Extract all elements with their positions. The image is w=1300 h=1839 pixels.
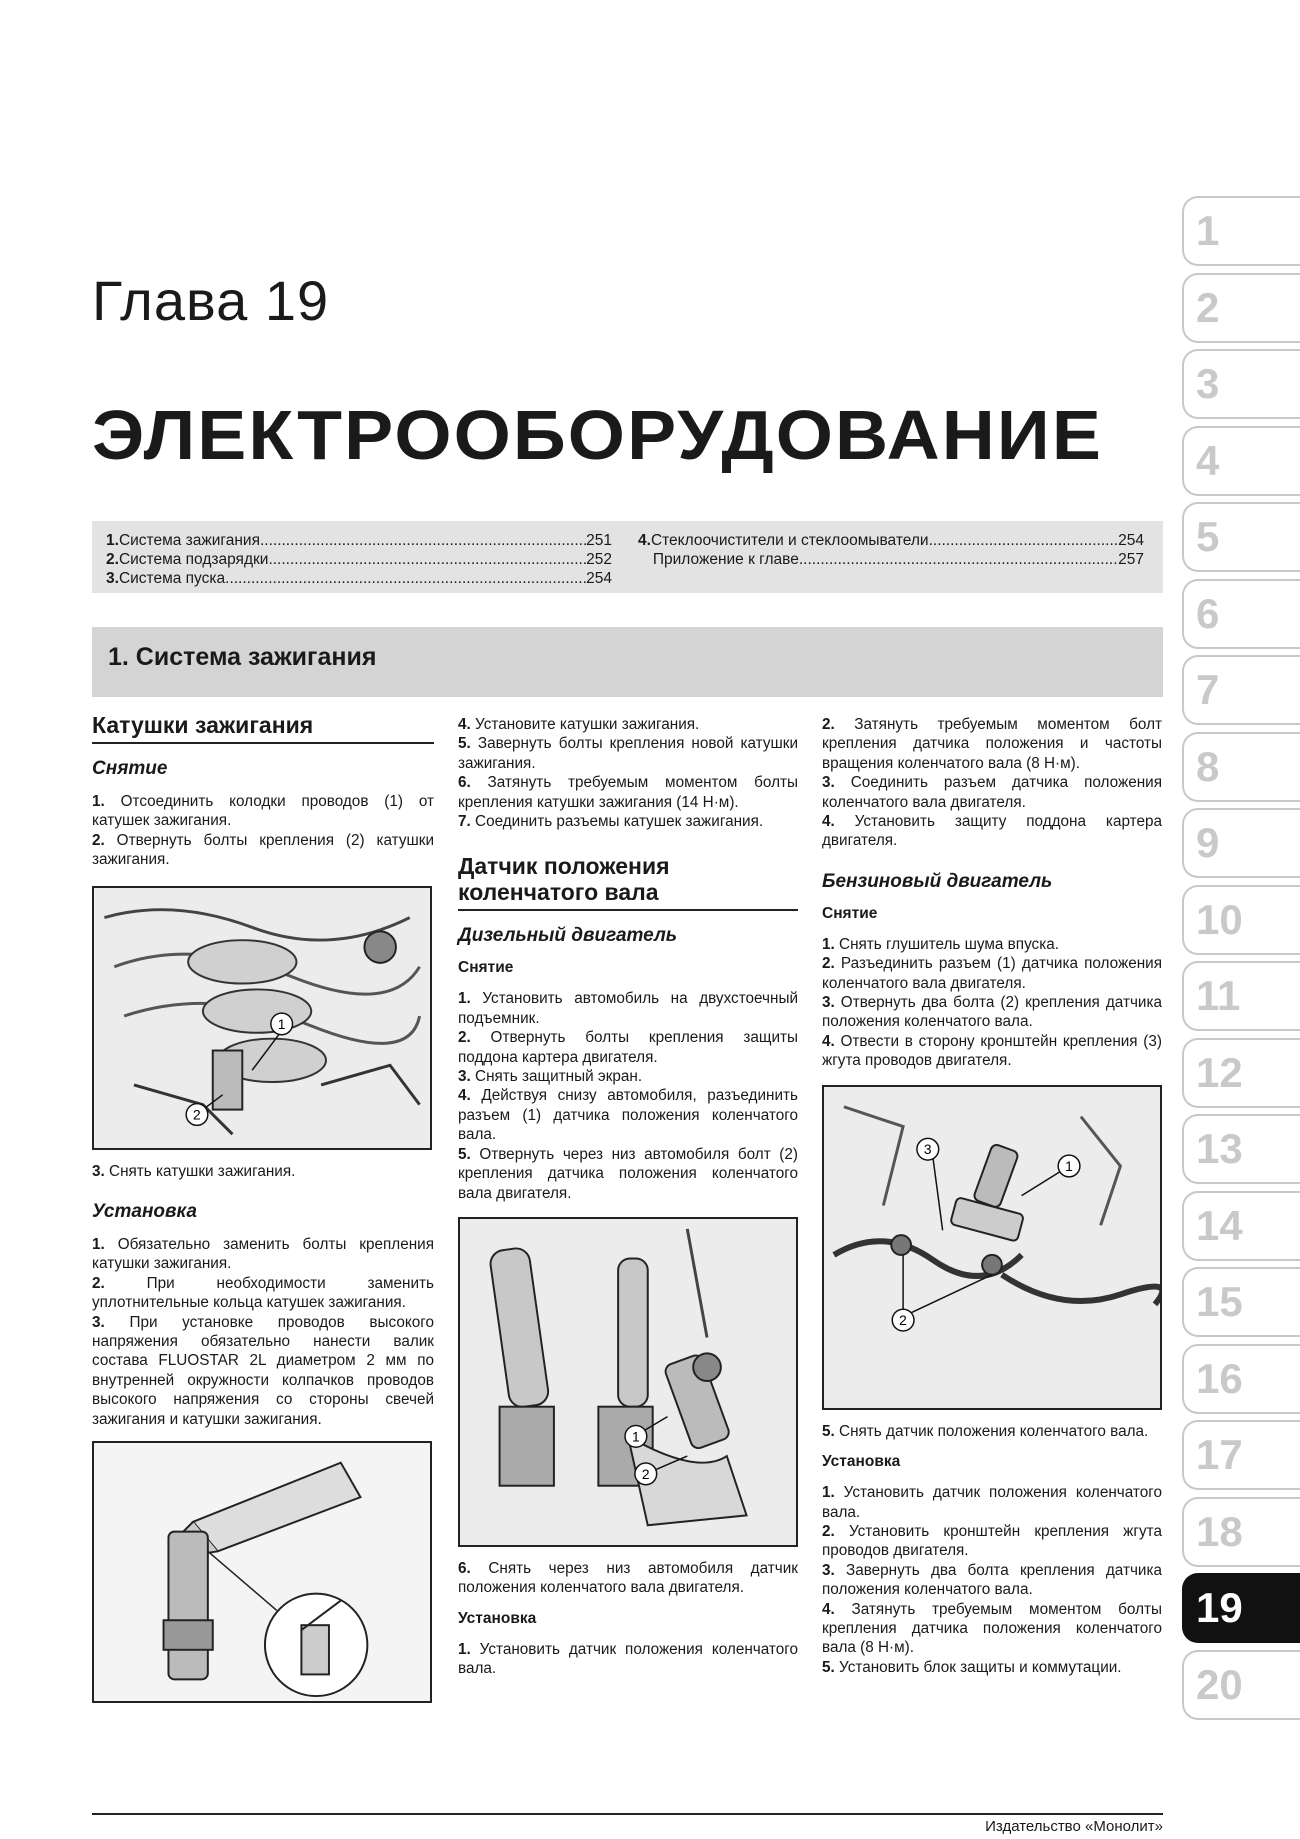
chapter-tab-10[interactable]: 10	[1182, 885, 1300, 955]
ignition-coils-illustration	[94, 888, 430, 1148]
chapter-tab-2[interactable]: 2	[1182, 273, 1300, 343]
chapter-tab-7[interactable]: 7	[1182, 655, 1300, 725]
column-1	[92, 712, 434, 1703]
chapter-tab-6[interactable]: 6	[1182, 579, 1300, 649]
chapter-tab-11[interactable]: 11	[1182, 961, 1300, 1031]
callout-label-2: 2	[899, 1311, 907, 1328]
list-item: 1. Отсоединить колодки проводов (1) от катушек зажигания.	[92, 793, 435, 830]
toc-entry[interactable]: 3. Система пуска ..... 254	[92, 569, 612, 588]
chapter-tab-20[interactable]: 20	[1182, 1650, 1300, 1720]
chapter-tab-15[interactable]: 15	[1182, 1267, 1300, 1337]
chapter-tab-12[interactable]: 12	[1182, 1038, 1300, 1108]
list-item: 2. Разъединить разъем (1) датчика положения коленчатого вала двигателя.	[822, 955, 1162, 992]
footer-divider	[92, 1813, 1163, 1815]
figure-ignition-coils	[92, 886, 432, 1150]
list-item: 1. Обязательно заменить болты крепления катушки зажигания.	[92, 1236, 434, 1273]
list-item: 2. Затянуть требуемым моментом болт крепления датчика положения и частоты вращения коленчатого вала (8 Н·м).	[822, 716, 1163, 772]
column-2	[458, 715, 798, 1679]
procedure-subheading: Снятие	[822, 904, 878, 922]
list-item: 1. Установить датчик положения коленчатого вала.	[458, 1640, 799, 1678]
procedure-heading: Бензиновый двигатель	[822, 870, 1053, 892]
chapter-tab-3[interactable]: 3	[1182, 349, 1300, 419]
list-item: 2. При необходимости заменить уплотнительные кольца катушек зажигания.	[92, 1274, 434, 1312]
callout-label-1: 1	[277, 1016, 286, 1032]
chapter-tab-1[interactable]: 1	[1182, 196, 1300, 266]
list-item: 6. Затянуть требуемым моментом болты крепления катушки зажигания (14 Н·м).	[458, 774, 799, 811]
toc-right-column	[624, 531, 1144, 569]
chapter-tab-8[interactable]: 8	[1182, 732, 1300, 802]
list-item: 7. Соединить разъемы катушек зажигания.	[458, 813, 764, 831]
list-item: 2. Отвернуть болты крепления защиты поддона картера двигателя.	[458, 1029, 799, 1066]
figure-sealant-application	[92, 1441, 432, 1703]
procedure-heading: Дизельный двигатель	[458, 925, 678, 947]
callout-label-1: 1	[631, 1428, 640, 1445]
list-item: 5. Отвернуть через низ автомобиля болт (2) крепления датчика положения коленчатого вала двигателя.	[458, 1145, 798, 1202]
section-heading: 1. Система зажигания	[92, 627, 1163, 697]
petrol-sensor-illustration	[824, 1087, 1160, 1408]
list-item: 3. Снять защитный экран.	[458, 1068, 643, 1086]
list-item: 5. Снять датчик положения коленчатого вала.	[822, 1422, 1149, 1440]
column-3	[822, 715, 1162, 1677]
figure-diesel-crankshaft-sensor	[458, 1217, 798, 1547]
list-item: 5. Завернуть болты крепления новой катушки зажигания.	[458, 735, 798, 772]
procedure-subheading: Снятие	[458, 959, 514, 977]
chapter-tab-13[interactable]: 13	[1182, 1114, 1300, 1184]
chapter-number: Глава 19	[92, 269, 330, 332]
list-item: 4. Отвести в сторону кронштейн крепления (3) жгута проводов двигателя.	[822, 1032, 1163, 1070]
chapter-title: ЭЛЕКТРООБОРУДОВАНИЕ	[92, 396, 1103, 474]
chapter-tab-9[interactable]: 9	[1182, 808, 1300, 878]
list-item: 3. При установке проводов высокого напряжения обязательно нанести валик состава FLUOSTAR 2L диаметром 2 мм по внутренней окружности колпачков проводов высокого напряжения со стороны свечей зажигания и катушки зажигания.	[92, 1313, 435, 1428]
list-item: 4. Затянуть требуемым моментом болты крепления датчика положения коленчатого вала (8 Н·м).	[822, 1600, 1163, 1657]
chapter-tab-17[interactable]: 17	[1182, 1420, 1300, 1490]
toc-entry[interactable]: 2. Система подзарядки ..... 252	[92, 550, 612, 569]
chapter-tab-19[interactable]: 19	[1182, 1573, 1300, 1643]
subsection-heading: Датчик положения коленчатого вала	[458, 853, 798, 911]
toc-entry[interactable]: Приложение к главе ..... 257	[624, 550, 1144, 569]
list-item: 6. Снять через низ автомобиля датчик положения коленчатого вала двигателя.	[458, 1559, 798, 1597]
list-item: 3. Снять катушки зажигания.	[92, 1162, 296, 1180]
chapter-tab-16[interactable]: 16	[1182, 1344, 1300, 1414]
list-item: 3. Отвернуть два болта (2) крепления датчика положения коленчатого вала.	[822, 994, 1162, 1031]
list-item: 2. Отвернуть болты крепления (2) катушки зажигания.	[92, 831, 435, 869]
callout-label-2: 2	[193, 1107, 201, 1123]
list-item: 1. Установить автомобиль на двухстоечный подъемник.	[458, 990, 798, 1027]
toc-entry[interactable]: 1. Система зажигания ..... 251	[92, 531, 612, 550]
toc-left-column	[92, 531, 612, 588]
procedure-subheading: Установка	[822, 1453, 901, 1471]
procedure-subheading: Установка	[458, 1609, 537, 1627]
procedure-heading: Установка	[92, 1201, 197, 1223]
callout-label-2: 2	[641, 1465, 650, 1482]
callout-label-1: 1	[1065, 1157, 1073, 1174]
chapter-tab-5[interactable]: 5	[1182, 502, 1300, 572]
publisher-footer: Издательство «Монолит»	[985, 1818, 1163, 1835]
list-item: 3. Завернуть два болта крепления датчика положения коленчатого вала.	[822, 1561, 1162, 1599]
subsection-heading: Катушки зажигания	[92, 712, 434, 744]
sealant-tube-illustration	[94, 1443, 430, 1701]
diesel-sensor-illustration	[460, 1219, 796, 1545]
list-item: 1. Установить датчик положения коленчатого вала.	[822, 1484, 1163, 1521]
list-item: 3. Соединить разъем датчика положения коленчатого вала двигателя.	[822, 774, 1163, 811]
list-item: 1. Снять глушитель шума впуска.	[822, 935, 1059, 953]
list-item: 4. Установить защиту поддона картера двигателя.	[822, 813, 1162, 850]
list-item: 2. Установить кронштейн крепления жгута проводов двигателя.	[822, 1522, 1162, 1560]
toc-entry[interactable]: 4. Стеклоочистители и стеклоомыватели ..... 254	[624, 531, 1144, 550]
procedure-heading: Снятие	[92, 758, 168, 779]
chapter-tab-14[interactable]: 14	[1182, 1191, 1300, 1261]
chapter-tab-18[interactable]: 18	[1182, 1497, 1300, 1567]
chapter-tab-4[interactable]: 4	[1182, 426, 1300, 496]
list-item: 5. Установить блок защиты и коммутации.	[822, 1658, 1122, 1676]
list-item: 4. Установите катушки зажигания.	[458, 716, 700, 733]
list-item: 4. Действуя снизу автомобиля, разъединить разъем (1) датчика положения коленчатого вала.	[458, 1087, 798, 1144]
figure-petrol-crankshaft-sensor	[822, 1085, 1162, 1410]
chapter-contents	[92, 521, 1163, 593]
callout-label-3: 3	[923, 1140, 932, 1157]
